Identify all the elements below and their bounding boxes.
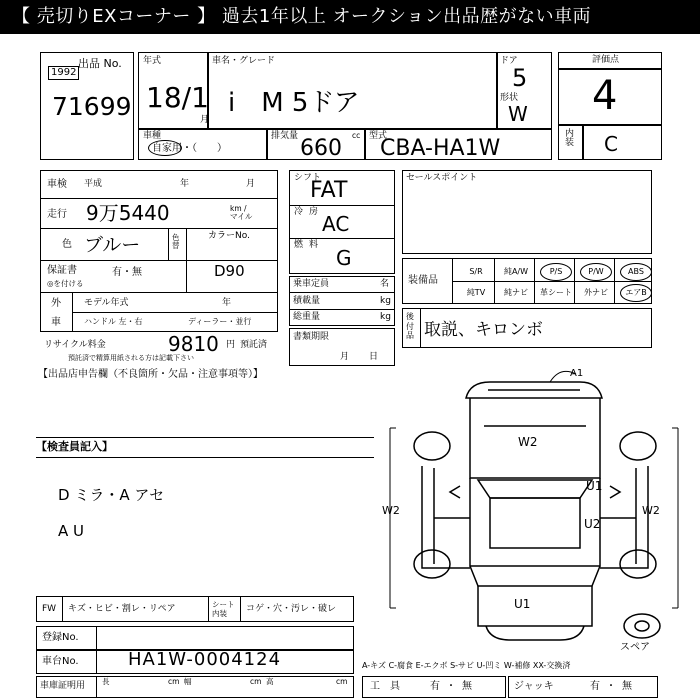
naiso-value: C (604, 132, 618, 156)
iro-value: ブルー (84, 234, 141, 256)
mark-u1-side: U1 (586, 479, 603, 493)
soko-units: km / マイル (230, 204, 253, 221)
recycle-value: 9810 (168, 332, 219, 356)
equipment-item: 純TV (466, 288, 486, 297)
shamei-value: i M 5ドア (228, 88, 360, 118)
iro-change: 色替 (172, 233, 180, 250)
shift-value: FAT (310, 178, 348, 203)
shorui-unit: 月日 (340, 352, 399, 362)
dealer-label: ディーラー・並行 (188, 317, 252, 326)
katashiki-label: 型式 (369, 131, 388, 141)
kogu-options: 有・無 (430, 681, 478, 692)
spare-label: スペア (620, 642, 650, 653)
taka-label: 高 (266, 677, 274, 686)
haba-label: 幅 (184, 677, 192, 686)
color-no-label: カラーNo. (208, 231, 250, 241)
mark-w2-right: W2 (642, 504, 660, 517)
soko-label: 走行 (47, 209, 67, 220)
shadai-label: 車台No. (42, 656, 79, 667)
nenryo-label: 燃料 (294, 240, 325, 250)
soko-value: 9万5440 (86, 201, 170, 225)
vehicle-damage-diagram (380, 368, 690, 668)
fw-label: FW (42, 604, 57, 614)
katashiki-value: CBA-HA1W (380, 136, 501, 161)
equipment-item: ABS (628, 267, 644, 276)
sales-label: セールスポイント (406, 173, 478, 183)
teiin-label: 乗車定員 (293, 279, 330, 289)
inspector-line2: A U (58, 522, 85, 540)
equipment-circle (580, 263, 612, 281)
recycle-unit: 円 (226, 340, 236, 350)
equipment-label: 装備品 (408, 275, 438, 286)
sojuryo-label: 総重量 (293, 312, 321, 322)
shaken-month: 月 (246, 179, 256, 189)
equipment-circle (620, 263, 652, 281)
equipment-item: 革シート (540, 288, 572, 297)
shorui-label: 書類期限 (293, 332, 330, 342)
seat-text: コゲ・穴・汚レ・破レ (246, 604, 337, 614)
haba-cm: cm (250, 677, 262, 686)
shift-label: シフト (294, 173, 322, 183)
nenshiki-value: 18/1 (146, 81, 209, 114)
equipment-item: S/R (469, 267, 483, 276)
equipment-item: P/W (588, 267, 604, 276)
fw-text: キズ・ヒビ・割レ・リペア (68, 604, 176, 614)
page-header: 【 売切りEXコーナー 】 過去1年以上 オークション出品歴がない車両 (0, 0, 700, 34)
hoshosho-note: ◎を付ける (47, 279, 84, 288)
mark-u2-side: U2 (584, 517, 601, 531)
equipment-item: 純ナビ (504, 288, 528, 297)
teiin-unit: 名 (380, 279, 390, 289)
damage-legend: A-キズ C-腐食 E-エクボ S-サビ U-凹ミ W-補修 XX-交換済 (362, 661, 571, 670)
equipment-circle (540, 263, 572, 281)
hyokaten-label: 評価点 (592, 55, 620, 65)
ato-value: 取説、キロンボ (424, 320, 543, 340)
shaken-year: 年 (180, 179, 190, 189)
haiki-unit: cc (352, 131, 361, 140)
equipment-item: 外ナビ (584, 288, 608, 297)
mark-w2-hood: W2 (518, 435, 538, 449)
naga-cm: cm (168, 677, 180, 686)
equipment-item: P/S (549, 267, 563, 276)
nenryo-value: G (336, 246, 352, 270)
naga-label: 長 (102, 677, 110, 686)
toroku-label: 登録No. (42, 632, 79, 643)
shashu-value: 自家用・（ ） (152, 143, 227, 154)
mark-u1-rear: U1 (514, 597, 531, 611)
gaisha-label-1: 外 (51, 298, 61, 309)
haiki-value: 660 (300, 136, 342, 161)
jack-label: ジャッキ (514, 681, 554, 692)
shaken-era: 平成 (84, 179, 103, 189)
keijo-value: W (508, 102, 528, 126)
seller-notes-label: 【出品店申告欄（不良箇所・欠品・注意事項等）】 (38, 369, 263, 380)
model-year-label: モデル年式 (84, 298, 129, 308)
gaisha-label-2: 車 (51, 317, 61, 328)
kogu-label: 工 具 (370, 681, 400, 692)
haiki-label: 排気量 (271, 131, 299, 141)
shaken-label: 車検 (47, 179, 67, 190)
sekisai-unit: kg (380, 296, 391, 306)
hyokaten-value: 4 (592, 73, 618, 119)
mark-a1: A1 (570, 368, 584, 379)
toroku-box (36, 626, 354, 650)
recycle-label: リサイクル料金 (44, 340, 106, 350)
jack-options: 有・無 (590, 681, 638, 692)
lot-label: 出品 No. (78, 57, 122, 70)
equipment-circle (620, 284, 652, 302)
equipment-item: エアB (625, 288, 647, 297)
inspector-label: 【検査員記入】 (36, 440, 113, 453)
mark-w2-left: W2 (382, 504, 400, 517)
reibo-value: AC (322, 212, 350, 236)
hoshosho-label: 保証書 (47, 265, 77, 276)
shashu-label: 車種 (143, 131, 162, 141)
keijo-label: 形状 (500, 93, 519, 103)
model-year-unit: 年 (222, 298, 232, 308)
recycle-status: 預託済 (240, 340, 268, 350)
shamei-label: 車名・グレード (212, 56, 276, 66)
sojuryo-unit: kg (380, 312, 391, 322)
inspector-line1: D ミラ・A アセ (58, 486, 165, 504)
lot-year-tag: 1992 (48, 66, 79, 80)
handle-label: ハンドル 左・右 (84, 317, 143, 326)
shadai-value: HA1W-0004124 (128, 649, 282, 670)
color-no-value: D90 (214, 262, 245, 280)
hoshosho-options: 有・無 (112, 267, 142, 278)
taka-cm: cm (336, 677, 348, 686)
ato-label: 後付品 (406, 312, 414, 341)
door-value: 5 (512, 64, 528, 92)
seat-label: シート内装 (212, 600, 235, 618)
nenshiki-label: 年式 (143, 56, 162, 66)
naiso-label: 内装 (565, 129, 575, 148)
sekisai-label: 積載量 (293, 296, 321, 306)
reibo-label: 冷房 (294, 207, 325, 217)
door-label: ドア (500, 56, 518, 66)
details-box (40, 170, 278, 332)
lot-number: 71699 (52, 92, 132, 121)
month-unit: 月 (200, 115, 210, 125)
iro-label: 色 (62, 239, 72, 250)
shako-label: 車庫証明用 (40, 681, 86, 691)
equipment-item: 純A/W (503, 267, 529, 276)
recycle-note: 預託済で精算用紙される方は記載下さい (68, 354, 194, 362)
